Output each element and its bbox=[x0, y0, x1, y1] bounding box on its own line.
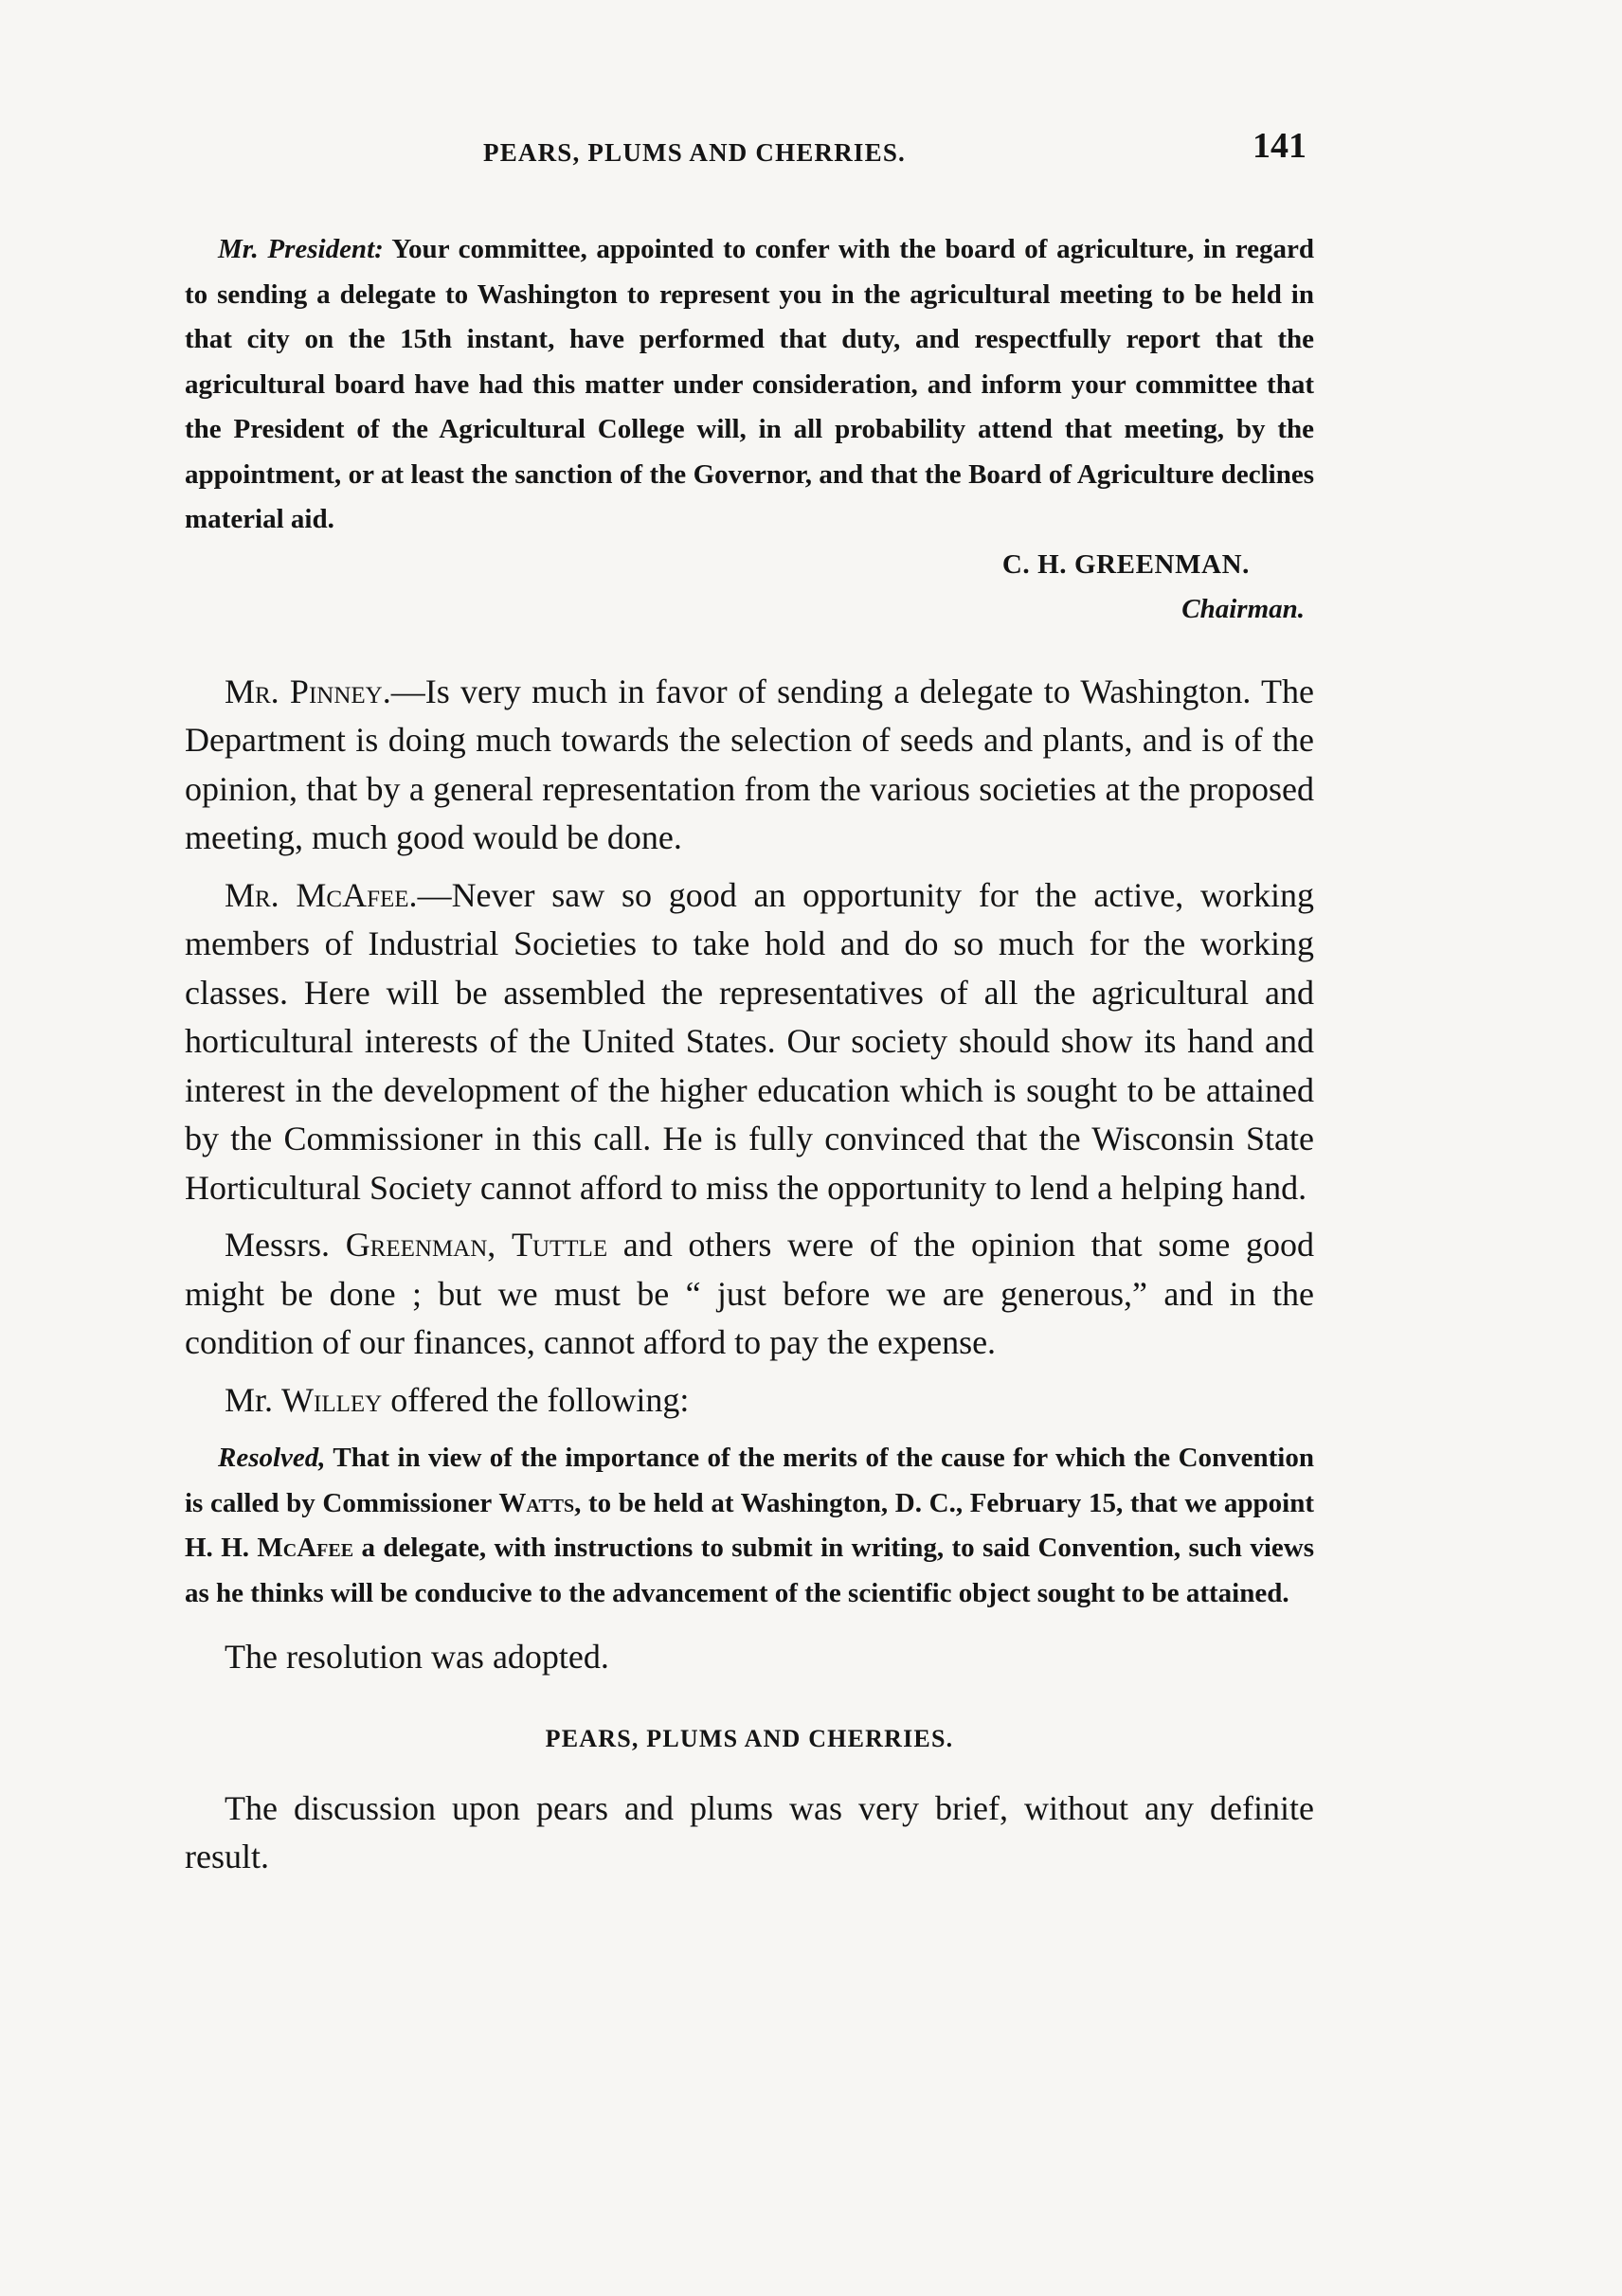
report-salutation: Mr. President: bbox=[218, 234, 384, 264]
messrs-text: and others were of the opinion that some good might be done ; but we must be “ just before we are generous,” and in the condition of our finances, cannot afford to pay the expense. bbox=[185, 1226, 1314, 1361]
report-signer-title: Chairman. bbox=[1181, 593, 1305, 624]
name-separator: , bbox=[487, 1226, 512, 1264]
page-number: 141 bbox=[1253, 126, 1307, 166]
willey-prefix: Mr. bbox=[225, 1380, 282, 1419]
resolution-part: , to be held at Washington, D. C., February 15, that we appoint H. H. bbox=[185, 1487, 1315, 1563]
section-heading: PEARS, PLUMS AND CHERRIES. bbox=[545, 1724, 954, 1752]
commissioner-name: Watts bbox=[498, 1487, 575, 1518]
running-title: PEARS, PLUMS AND CHERRIES. bbox=[483, 138, 907, 167]
resolution-part: a delegate, with instructions to submit in writing, to said Convention, such views as he thinks will be conducive to the advancement of the scientific object sought to be attained. bbox=[185, 1533, 1314, 1608]
speaker-name: Willey bbox=[281, 1380, 383, 1419]
pinney-paragraph bbox=[185, 668, 1314, 863]
book-page bbox=[185, 114, 1314, 1916]
willey-paragraph bbox=[185, 1376, 1314, 1426]
speaker-name: Greenman bbox=[345, 1226, 488, 1264]
report-signer: C. H. GREENMAN. bbox=[1001, 548, 1250, 580]
committee-report bbox=[185, 227, 1314, 543]
report-text: Your committee, appointed to confer with the board of agriculture, in regard to sending a delegate to Washington to represent you in the agricultural meeting to be held in that city on the 15th instant, have performed that duty, and respectfully report that the agricultural board have had this matter under consideration, and inform your committee that the President of the Agricultural College will, in all probability attend that meeting, by the appointment, or at least the sanction of the Governor, and that the Board of Agriculture declines material aid. bbox=[185, 234, 1314, 534]
willey-text: offered the following: bbox=[382, 1380, 690, 1419]
resolution-text bbox=[185, 1436, 1314, 1616]
closing-paragraph: The discussion upon pears and plums was very brief, without any definite result. bbox=[185, 1788, 1314, 1875]
running-head bbox=[185, 114, 1314, 180]
messrs-paragraph bbox=[185, 1221, 1314, 1368]
resolution-lead: Resolved, bbox=[218, 1443, 326, 1473]
speaker-name: Tuttle bbox=[511, 1226, 608, 1264]
messrs-prefix: Messrs. bbox=[225, 1226, 346, 1264]
speaker-remarks: —Is very much in favor of sending a delegate to Washington. The Department is doing much towards the selection of seeds and plants, and is of the opinion, that by a general representation from the various societies at the proposed meeting, much good would be done. bbox=[185, 672, 1314, 856]
mcafee-paragraph bbox=[185, 871, 1314, 1213]
adopted-line: The resolution was adopted. bbox=[225, 1638, 609, 1676]
speaker-name: Mr. McAfee. bbox=[225, 875, 418, 914]
delegate-name: McAfee bbox=[257, 1533, 354, 1563]
speaker-remarks: —Never saw so good an opportunity for the active, working members of Industrial Societies to take hold and do so much for the working classes. Here will be assembled the representatives of all the agricultural and horticultural interests of the United States. Our society should show its hand and interest in the development of the higher education which is sought to be attained by the Commissioner in this call. He is fully convinced that the Wisconsin State Horticultural Society cannot afford to miss the opportunity to lend a helping hand. bbox=[185, 875, 1314, 1207]
resolution-part: That in view of the importance of the merits of the cause for which the Convention is called by Commissioner bbox=[185, 1443, 1314, 1518]
speaker-name: Mr. Pinney. bbox=[225, 672, 391, 710]
